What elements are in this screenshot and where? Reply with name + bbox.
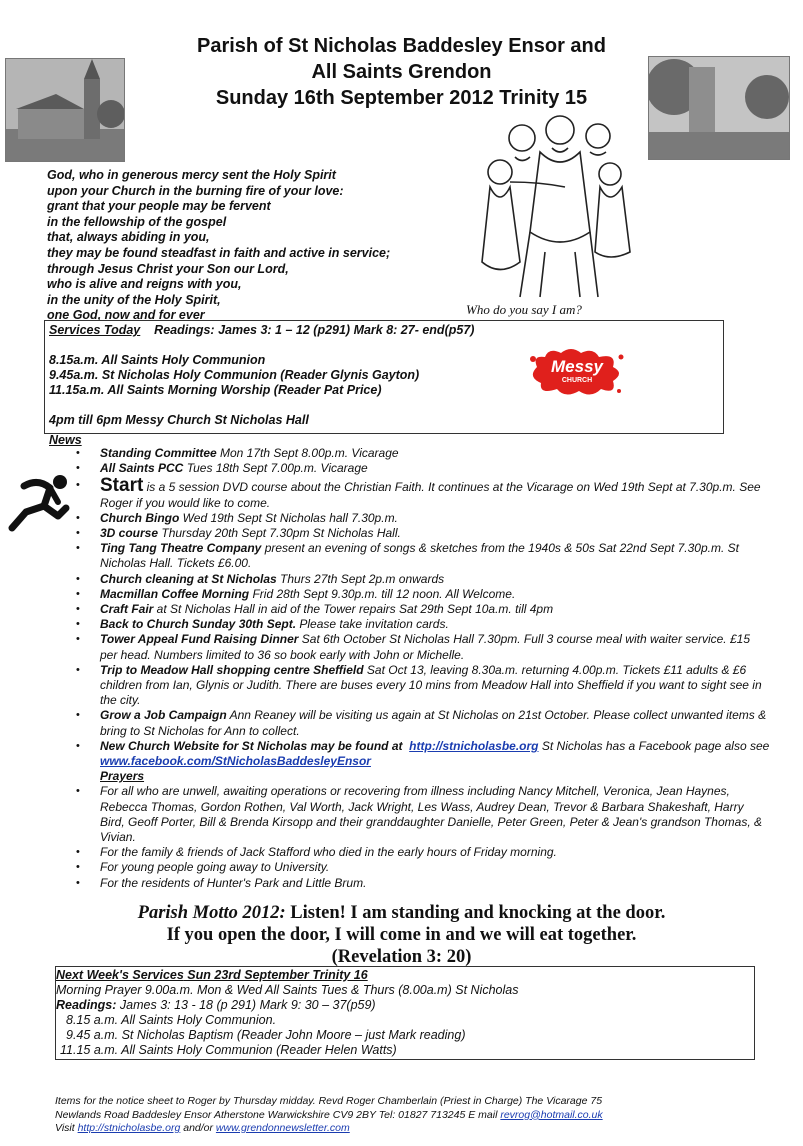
collect-line: who is alive and reigns with you, xyxy=(47,277,242,292)
disciples-illustration xyxy=(470,112,650,302)
footer-line-2: Newlands Road Baddesley Ensor Atherstone Warwickshire CV9 2BY Tel: 01827 713245 E mail revrog@hotmail.co.uk xyxy=(55,1108,603,1121)
church-photo-left xyxy=(5,58,125,162)
collect-line: in the fellowship of the gospel xyxy=(47,214,227,229)
collect-line: upon your Church in the burning fire of your love: xyxy=(47,183,344,198)
news-heading: News xyxy=(49,433,82,447)
news-item: • Macmillan Coffee Morning Frid 28th Sept 9.30p.m. till 12 noon. All Welcome. xyxy=(70,587,770,602)
news-item: • Ting Tang Theatre Company present an evening of songs & sketches from the 1940s & 50s Sat 22nd Sept 7.30p.m. St Nicholas Hall. Tickets £6.00. xyxy=(70,541,770,571)
service-line: 11.15a.m. All Saints Morning Worship (Reader Pat Price) xyxy=(49,383,382,397)
next-service-line: 9.45 a.m. St Nicholas Baptism (Reader John Moore – just Mark reading) xyxy=(66,1028,466,1042)
collect-line: they may be found steadfast in faith and active in service; xyxy=(47,245,391,260)
service-line: 9.45a.m. St Nicholas Holy Communion (Reader Glynis Gayton) xyxy=(49,368,420,382)
messy-logo-sub: CHURCH xyxy=(561,377,593,384)
motto-line-2: If you open the door, I will come in and we will eat together. xyxy=(166,925,637,945)
footer-line-1: Items for the notice sheet to Roger by Thursday midday. Revd Roger Chamberlain (Priest in Charge) The Vicarage 75 xyxy=(55,1095,603,1107)
news-item: • Start is a 5 session DVD course about the Christian Faith. It continues at the Vicarage on Wed 19th Sept at 7.30p.m. See Roger if you would like to come. xyxy=(70,478,770,510)
news-item: • Standing Committee Mon 17th Sept 8.00p.m. Vicarage xyxy=(70,446,770,461)
collect-line: grant that your people may be fervent xyxy=(47,199,271,214)
collect-line: through Jesus Christ your Son our Lord, xyxy=(47,261,289,276)
prayers-heading-row xyxy=(70,769,770,784)
motto-label: Parish Motto 2012: xyxy=(137,903,286,923)
news-item: • Tower Appeal Fund Raising Dinner Sat 6th October St Nicholas Hall 7.30pm. Full 3 course meal with waiter service. £15 per head. Numbers limited to 36 so book early with John or Michelle. xyxy=(70,632,770,662)
website-link[interactable]: http://stnicholasbe.org xyxy=(409,738,539,753)
email-link[interactable]: revrog@hotmail.co.uk xyxy=(500,1108,603,1121)
prayer-item: • For the family & friends of Jack Stafford who died in the early hours of Friday morning. xyxy=(70,845,770,860)
news-item: • Craft Fair at St Nicholas Hall in aid of the Tower repairs Sat 29th Sept 10a.m. till 4pm xyxy=(70,602,770,617)
title-line-2: All Saints Grendon xyxy=(311,61,492,83)
prayers-heading: Prayers xyxy=(100,769,145,784)
news-item: • All Saints PCC Tues 18th Sept 7.00p.m. Vicarage xyxy=(70,461,770,476)
next-week-heading-line: Next Week's Services Sun 23rd September Trinity 16 xyxy=(56,968,368,982)
site-link-2[interactable]: www.grendonnewsletter.com xyxy=(215,1122,350,1134)
prayer-item: • For young people going away to University. xyxy=(70,860,770,875)
messy-logo-text: Messy xyxy=(551,357,603,376)
collect-line: God, who in generous mercy sent the Holy Spirit xyxy=(47,168,336,182)
services-today-readings: Readings: James 3: 1 – 12 (p291) Mark 8: 27- end(p57) xyxy=(154,323,475,337)
next-service-line: 11.15 a.m. All Saints Holy Communion (Reader Helen Watts) xyxy=(60,1043,397,1057)
footer xyxy=(55,1095,775,1136)
collect-line: that, always abiding in you, xyxy=(47,230,210,245)
prayer-item: • For the residents of Hunter's Park and Little Brum. xyxy=(70,876,770,891)
next-week-box xyxy=(55,966,755,1060)
news-item: • Trip to Meadow Hall shopping centre Sheffield Sat Oct 13, leaving 8.30a.m. returning 4.00p.m. Tickets £11 adults & £6 children from Ian, Glynis or Judith. There are buses every 10 mins from Meadow Hall into Sheffield if you want to sight see in the city. xyxy=(70,663,770,709)
motto-line-1: Parish Motto 2012: Listen! I am standing and knocking at the door. xyxy=(137,903,666,923)
runner-icon xyxy=(4,472,74,532)
title-line-3: Sunday 16th September 2012 Trinity 15 xyxy=(215,87,588,109)
news-item: • 3D course Thursday 20th Sept 7.30pm St Nicholas Hall. xyxy=(70,526,770,541)
news-item-website: • New Church Website for St Nicholas may be found at http://stnicholasbe.org St Nicholas has a Facebook page also see www.facebook.com/StNicholasBaddesleyEnsor xyxy=(70,739,770,769)
next-readings-line: Readings: James 3: 13 - 18 (p 291) Mark 9: 30 – 37(p59) xyxy=(56,998,376,1012)
next-service-line: 8.15 a.m. All Saints Holy Communion. xyxy=(66,1013,277,1027)
collect-prayer xyxy=(47,168,467,324)
messy-church-line: 4pm till 6pm Messy Church St Nicholas Hall xyxy=(49,413,309,427)
services-today-heading: Services Today xyxy=(49,323,141,337)
motto-line-3: (Revelation 3: 20) xyxy=(331,947,472,967)
site-link-1[interactable]: http://stnicholasbe.org xyxy=(77,1122,181,1134)
news-list xyxy=(70,446,770,891)
next-week-heading: Next Week's Services xyxy=(56,968,184,982)
messy-church-logo xyxy=(527,347,627,399)
service-line: 8.15a.m. All Saints Holy Communion xyxy=(49,353,266,367)
news-item: • Church Bingo Wed 19th Sept St Nicholas hall 7.30p.m. xyxy=(70,511,770,526)
morning-prayer-line: Morning Prayer 9.00a.m. Mon & Wed All Saints Tues & Thurs (8.00a.m) St Nicholas xyxy=(56,983,519,997)
news-item: • Church cleaning at St Nicholas Thurs 27th Sept 2p.m onwards xyxy=(70,572,770,587)
services-today-box xyxy=(44,320,724,434)
prayer-item: • For all who are unwell, awaiting operations or recovering from illness including Nancy Mitchell, Veronica, Jean Haynes, Rebecca Thomas, Gordon Rothen, Val Worth, Jack Wright, Les Wass, Audrey Dean, Trevor & Barbara Shakeshaft, Harry Bird, Geoff Porter, Bill & Brenda Kirsopp and their granddaughter Danielle, Peter Green, Peter & Jean's grandson Thomas, & Vivian. xyxy=(70,784,770,845)
footer-line-3: Visit http://stnicholasbe.org and/or www.grendonnewsletter.com xyxy=(55,1122,350,1134)
facebook-link[interactable]: www.facebook.com/StNicholasBaddesleyEnsor xyxy=(100,754,371,769)
image-caption: Who do you say I am? xyxy=(466,302,582,317)
collect-line: one God, now and for ever xyxy=(47,308,205,323)
news-item: • Grow a Job Campaign Ann Reaney will be visiting us again at St Nicholas on 21st October. Please collect unwanted items & bring to St Nicholas for Ann to collect. xyxy=(70,708,770,738)
collect-line: in the unity of the Holy Spirit, xyxy=(47,292,221,307)
title-line-1: Parish of St Nicholas Baddesley Ensor and xyxy=(196,35,606,57)
news-item: • Back to Church Sunday 30th Sept. Please take invitation cards. xyxy=(70,617,770,632)
church-photo-right xyxy=(648,56,790,160)
services-today-line xyxy=(49,323,474,339)
